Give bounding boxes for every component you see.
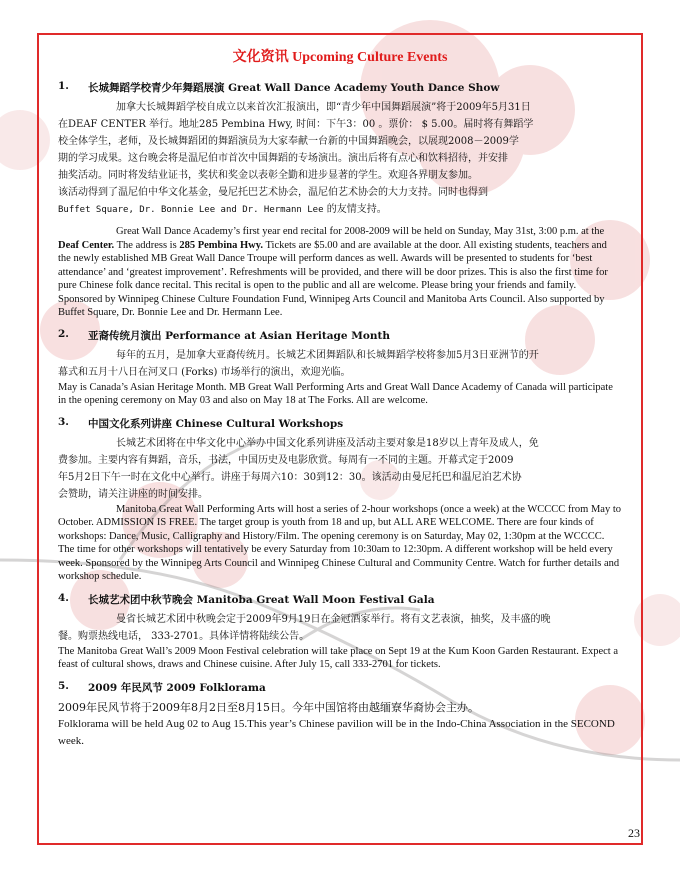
item-number: 5. xyxy=(58,679,69,692)
chinese-paragraph xyxy=(58,347,622,381)
en-text: Tickets are $5.00 and are available at the door. All existing students, teachers and the newly established MB Great Wall Dance Troupe will perform dances as well. Awards will be presented to students for ‘best attendance’ and ‘greatest improvement’. Refreshments will be provided, and there will be door prizes. This is also the first time for pure Chinese folk dance recital. This recital is open to the public and all are welcome. Please bring your friends and family. Sponsored by Winnipeg Chinese Culture Foundation Fund, Winnipeg Arts Council and Manitoba Arts Council. Also supported by Buffet Square, Dr. Bonnie Lee and Dr. Hermann Lee. xyxy=(58,239,608,318)
english-paragraph: Manitoba Great Wall Performing Arts will host a series of 2-hour workshops (once a week) at the WCCCC from May to October. ADMISSION IS FREE. The target group is youth from 18 and up, but ALL ARE WELCOME. There are four kinds of workshops: Dance, Music, Calligraphy and History/Film. The opening ceremony is on Saturday, May 02, 1:30pm at the WCCCC. The time for other workshops will tentatively be every Saturday from 10:30am to 12:30pm. A different workshop will be held every week. Sponsored by the Winnipeg Arts Council and Winnipeg Chinese Cultural and Community Centre. Watch for further details and workshop schedule. xyxy=(58,503,621,582)
cn-tail: 的友情支持。 xyxy=(323,204,387,215)
event-heading xyxy=(58,80,622,95)
english-paragraph: The Manitoba Great Wall’s 2009 Moon Festival celebration will take place on Sept 19 at the Kum Koon Garden Restaurant. Expect a feast of cultural shows, draws and Chinese cuisine. After July 15, call 333-2701 for tickets. xyxy=(58,645,618,670)
page-title: 文化资讯 Upcoming Culture Events xyxy=(232,50,448,65)
cn-line: 抽奖活动。同时将发结业证书，奖状和奖金以表彰全勤和进步显著的学生。欢迎各界朋友参加。 xyxy=(58,170,478,181)
item-number: 3. xyxy=(58,415,69,428)
event-item-2 xyxy=(58,328,622,408)
item-heading: 亚裔传统月演出 Performance at Asian Heritage Month xyxy=(88,329,390,342)
cn-line: 餐。购票热线电话， 333-2701。具体详情将陆续公告。 xyxy=(58,630,310,642)
chinese-paragraph: 2009年民风节将于2009年8月2日至8月15日。今年中国馆将由越缅寮华裔协会主办。 xyxy=(58,700,479,714)
item-heading: 长城舞蹈学校青少年舞蹈展演 Great Wall Dance Academy Youth Dance Show xyxy=(88,82,500,94)
event-heading xyxy=(58,328,622,343)
cn-line: 会赞助，请关注讲座的时间安排。 xyxy=(58,488,208,500)
item-heading: 中国文化系列讲座 Chinese Cultural Workshops xyxy=(88,417,344,430)
cn-line: 费参加。主要内容有舞蹈，音乐，书法，中国历史及电影欣赏。每周有一不同的主题。开幕式定于2009 xyxy=(58,454,514,466)
sponsor-names: Buffet Square, Dr. Bonnie Lee and Dr. Hermann Lee xyxy=(58,205,324,215)
item-heading: 长城艺术团中秋节晚会 Manitoba Great Wall Moon Festival Gala xyxy=(88,593,435,606)
cn-line: 校全体学生，老师，及长城舞蹈团的舞蹈演员为大家奉献一台新的中国舞蹈晚会，以展现2008－2009学 xyxy=(58,136,519,147)
event-item-4 xyxy=(58,592,622,672)
item-number: 2. xyxy=(58,327,69,340)
en-address: 285 Pembina Hwy. xyxy=(179,239,264,251)
content xyxy=(58,46,622,758)
cn-line xyxy=(58,201,622,219)
english-paragraph: Folklorama will be held Aug 02 to Aug 15.This year’s Chinese pavilion will be in the Indo-China Association in the SECOND week. xyxy=(58,717,615,747)
en-text: The address is xyxy=(114,239,180,251)
chinese-paragraph xyxy=(58,99,622,219)
item-heading: 2009 年民风节 2009 Folklorama xyxy=(88,681,266,694)
cn-line: 在DEAF CENTER 举行。地址285 Pembina Hwy, 时间：下午3：00 。票价： $ 5.00。届时将有舞蹈学 xyxy=(58,119,534,130)
english-paragraph: May is Canada’s Asian Heritage Month. MB Great Wall Performing Arts and Great Wall Dance Academy of Canada will participate in the opening ceremony on May 03 and also on May 18 at The Forks. All are welcome. xyxy=(58,381,613,406)
english-paragraph xyxy=(58,225,622,320)
event-heading xyxy=(58,592,622,607)
en-venue: Deaf Center. xyxy=(58,239,115,251)
cn-line: 幕式和五月十八日在河叉口 (Forks) 市场举行的演出，欢迎光临。 xyxy=(58,366,351,378)
event-heading xyxy=(58,680,622,695)
cn-line: 每年的五月，是加拿大亚裔传统月。长城艺术团舞蹈队和长城舞蹈学校将参加5月3日亚洲节的开 xyxy=(116,349,539,361)
cn-line: 年5月2日下午一时在文化中心举行。讲座于每周六10：30到12：30。该活动由曼尼托巴和温尼泊艺术协 xyxy=(58,471,522,483)
cn-line: 期的学习成果。这台晚会将是温尼伯市首次中国舞蹈的专场演出。演出后将有点心和饮料招待，并安排 xyxy=(58,153,508,164)
cn-line: 长城艺术团将在中华文化中心举办中国文化系列讲座及活动主要对象是18岁以上青年及成人，免 xyxy=(116,437,539,449)
cn-line: 加拿大长城舞蹈学校自成立以来首次汇报演出，即“青少年中国舞蹈展演”将于2009年5月31日 xyxy=(116,102,531,113)
page-number: 23 xyxy=(628,826,640,840)
event-item-5 xyxy=(58,680,622,750)
item-number: 1. xyxy=(58,80,69,92)
chinese-paragraph xyxy=(58,435,622,503)
event-item-3 xyxy=(58,416,622,584)
item-number: 4. xyxy=(58,591,69,604)
event-heading xyxy=(58,416,622,431)
event-item-1 xyxy=(58,80,622,320)
chinese-paragraph xyxy=(58,611,622,645)
cn-line: 该活动得到了温尼伯中华文化基金，曼尼托巴艺术协会，温尼伯艺术协会的大力支持。同时也得到 xyxy=(58,187,488,198)
en-text: Great Wall Dance Academy’s first year end recital for 2008-2009 will be held on Sunday, May 31st, 3:00 p.m. at the xyxy=(116,226,605,237)
cn-line: 曼省长城艺术团中秋晚会定于2009年9月19日在金冠酒家举行。将有文艺表演，抽奖，及丰盛的晚 xyxy=(116,613,551,625)
